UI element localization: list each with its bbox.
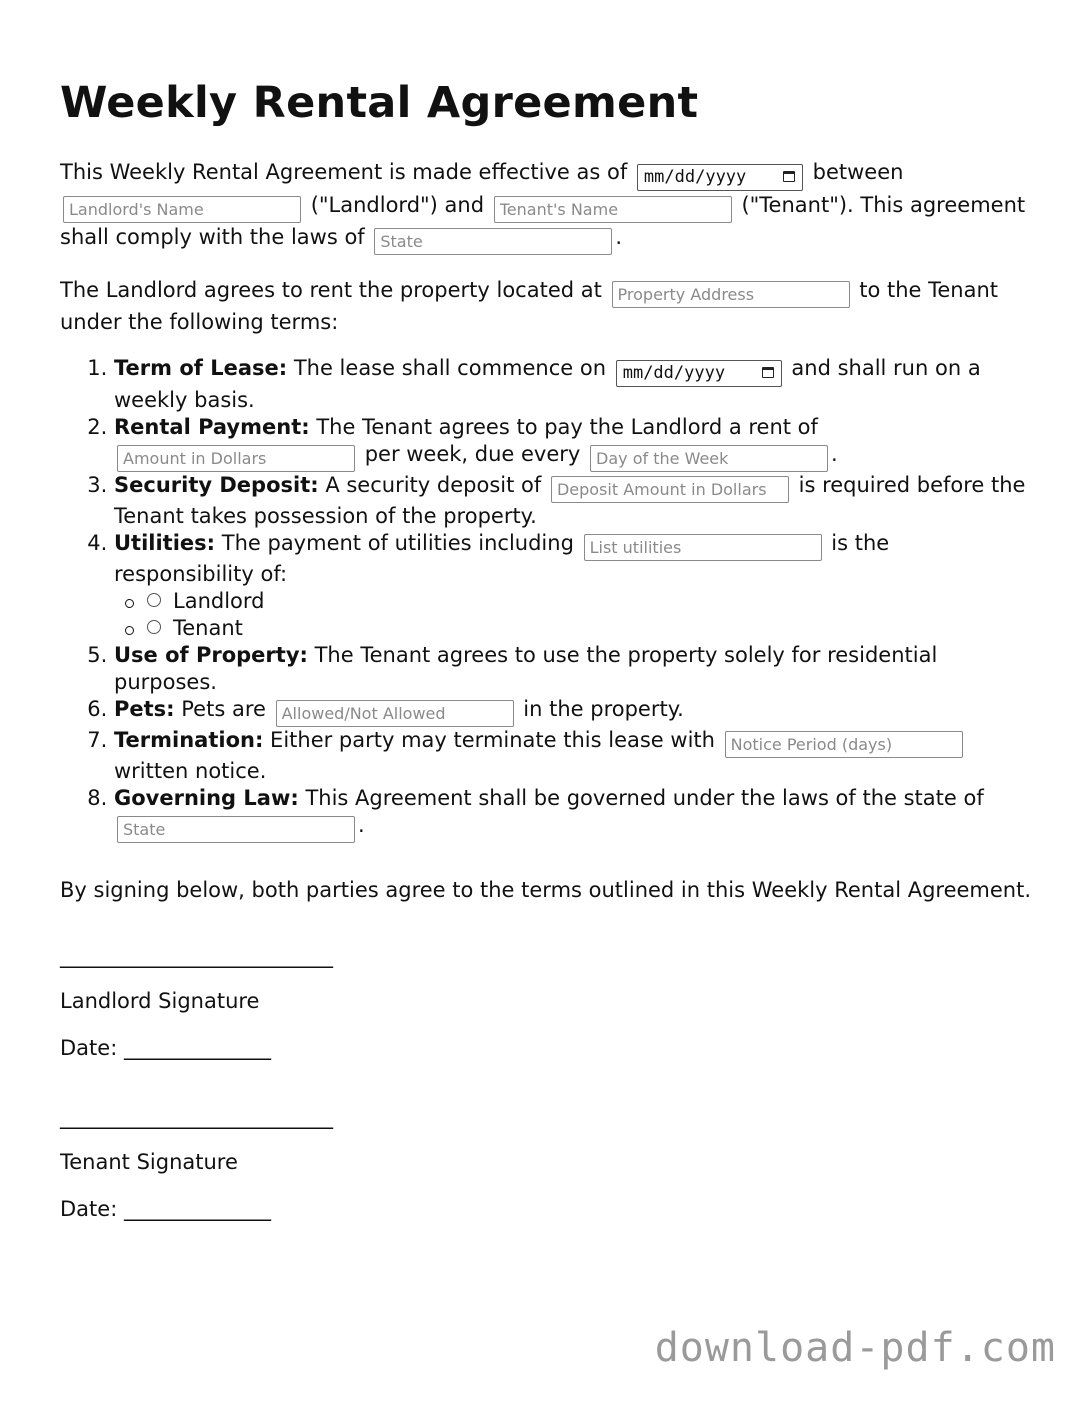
option-landlord[interactable] bbox=[147, 588, 1035, 615]
term-lease bbox=[114, 355, 1035, 414]
term-pets bbox=[114, 696, 1035, 727]
lease-start-date-input[interactable] bbox=[616, 360, 782, 387]
governing-state-input[interactable] bbox=[117, 816, 355, 843]
terms-list bbox=[60, 355, 1035, 843]
intro-paragraph bbox=[60, 158, 1035, 255]
term-law bbox=[114, 785, 1035, 843]
effective-date-input[interactable] bbox=[637, 164, 803, 191]
landlord-name-input[interactable] bbox=[63, 196, 301, 223]
agreement-document bbox=[60, 0, 1035, 1223]
utilities-list-input[interactable] bbox=[584, 534, 822, 561]
page-title: Weekly Rental Agreement bbox=[60, 78, 699, 128]
term-text: in the property. bbox=[523, 697, 684, 721]
intro-text: between bbox=[812, 160, 904, 184]
term-heading: Term of Lease: bbox=[114, 356, 288, 380]
notice-period-input[interactable] bbox=[725, 731, 963, 758]
effective-date-placeholder: mm/dd/yyyy bbox=[643, 167, 747, 187]
term-text: and shall run on a weekly basis. bbox=[114, 356, 981, 412]
intro-text: . bbox=[615, 225, 623, 249]
term-text: Either party may terminate this lease with bbox=[270, 728, 715, 752]
landlord-date-line: Date: ______________ bbox=[60, 1036, 271, 1060]
pets-input[interactable] bbox=[276, 700, 514, 727]
deposit-amount-input[interactable] bbox=[551, 476, 789, 503]
landlord-signature-label: Landlord Signature bbox=[60, 989, 260, 1013]
term-heading: Termination: bbox=[114, 728, 264, 752]
intro-text: ("Tenant"). This agreement shall comply with the laws of bbox=[60, 193, 1026, 249]
term-text: This Agreement shall be governed under the laws of the state of bbox=[305, 786, 984, 810]
tenant-date-line: Date: ______________ bbox=[60, 1197, 271, 1221]
term-text: A security deposit of bbox=[325, 473, 542, 497]
term-heading: Governing Law: bbox=[114, 786, 299, 810]
term-text: is required before the Tenant takes possession of the property. bbox=[114, 473, 1026, 528]
term-deposit bbox=[114, 472, 1035, 530]
term-payment bbox=[114, 414, 1035, 472]
option-label: Tenant bbox=[173, 616, 243, 640]
term-utilities bbox=[114, 530, 1035, 642]
calendar-icon[interactable] bbox=[762, 367, 774, 378]
intro-text: This Weekly Rental Agreement is made effective as of bbox=[60, 160, 628, 184]
term-text: The lease shall commence on bbox=[293, 356, 607, 380]
term-heading: Use of Property: bbox=[114, 643, 308, 667]
term-heading: Utilities: bbox=[114, 531, 216, 555]
term-text: is the responsibility of: bbox=[114, 531, 890, 586]
property-address-input[interactable] bbox=[612, 281, 850, 308]
rent-amount-input[interactable] bbox=[117, 445, 355, 472]
term-termination bbox=[114, 727, 1035, 785]
due-day-input[interactable] bbox=[590, 445, 828, 472]
term-text: The payment of utilities including bbox=[221, 531, 574, 555]
term-text: . bbox=[358, 813, 365, 837]
landlord-radio[interactable] bbox=[147, 593, 161, 607]
term-text: Pets are bbox=[181, 697, 266, 721]
term-use bbox=[114, 642, 1035, 696]
term-heading: Security Deposit: bbox=[114, 473, 319, 497]
tenant-radio[interactable] bbox=[147, 620, 161, 634]
term-text: . bbox=[831, 442, 838, 466]
tenant-name-input[interactable] bbox=[494, 196, 732, 223]
term-heading: Pets: bbox=[114, 697, 175, 721]
property-text: to the Tenant under the following terms: bbox=[60, 278, 999, 334]
term-text: written notice. bbox=[114, 759, 267, 783]
intro-text: ("Landlord") and bbox=[310, 193, 485, 217]
calendar-icon[interactable] bbox=[783, 171, 795, 182]
watermark: download-pdf.com bbox=[654, 1325, 1056, 1371]
lease-date-placeholder: mm/dd/yyyy bbox=[622, 363, 726, 383]
property-paragraph bbox=[60, 276, 1035, 336]
closing-paragraph: By signing below, both parties agree to the terms outlined in this Weekly Rental Agreement. bbox=[60, 878, 1032, 902]
term-text: The Tenant agrees to use the property solely for residential purposes. bbox=[114, 643, 938, 694]
tenant-signature-line: __________________________ bbox=[60, 1105, 333, 1129]
term-text: The Tenant agrees to pay the Landlord a rent of bbox=[316, 415, 818, 439]
landlord-signature-line: __________________________ bbox=[60, 944, 333, 968]
state-input[interactable] bbox=[374, 228, 612, 255]
term-heading: Rental Payment: bbox=[114, 415, 310, 439]
option-tenant[interactable] bbox=[147, 615, 1035, 642]
option-label: Landlord bbox=[173, 589, 265, 613]
responsibility-options bbox=[114, 588, 1035, 642]
property-text: The Landlord agrees to rent the property located at bbox=[60, 278, 602, 302]
term-text: per week, due every bbox=[364, 442, 581, 466]
tenant-signature-label: Tenant Signature bbox=[60, 1150, 238, 1174]
